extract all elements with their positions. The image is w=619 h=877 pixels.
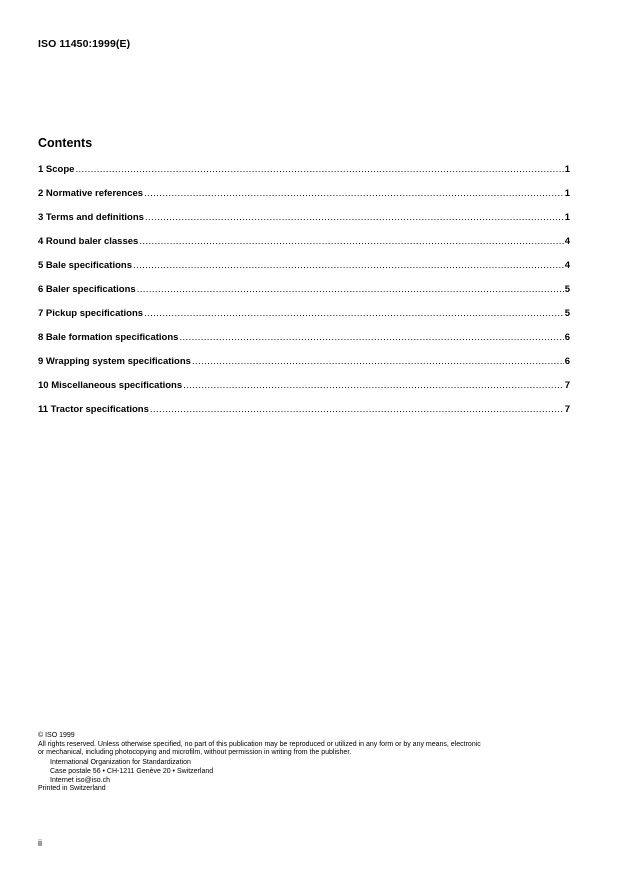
printed-in: Printed in Switzerland <box>38 785 106 793</box>
toc-entry[interactable] <box>38 212 570 236</box>
toc-entry[interactable] <box>38 404 570 428</box>
toc-entry-title: 6 Baler specifications <box>38 284 136 295</box>
toc-leader-dots <box>133 260 564 271</box>
toc-entry-title: 2 Normative references <box>38 188 144 199</box>
toc-entry[interactable] <box>38 164 570 188</box>
toc-entry[interactable] <box>38 380 570 404</box>
toc-entry-title: 4 Round baler classes <box>38 236 139 247</box>
toc-leader-dots <box>144 308 564 319</box>
toc-entry-page: 1 <box>564 164 570 175</box>
table-of-contents <box>38 164 570 428</box>
toc-leader-dots <box>145 212 564 223</box>
toc-entry[interactable] <box>38 260 570 284</box>
toc-entry[interactable] <box>38 308 570 332</box>
toc-leader-dots <box>179 332 563 343</box>
org-address: Case postale 56 • CH-1211 Genève 20 • Switzerland <box>50 767 214 775</box>
page-number: ii <box>38 838 42 848</box>
org-internet: Internet iso@iso.ch <box>50 776 111 784</box>
toc-entry-page: 4 <box>564 260 570 271</box>
toc-entry-title: 3 Terms and definitions <box>38 212 144 223</box>
toc-entry-title: 11 Tractor specifications <box>38 404 149 415</box>
org-name: International Organization for Standardization <box>50 759 191 767</box>
toc-entry-title: 7 Pickup specifications <box>38 308 144 319</box>
toc-leader-dots <box>75 164 563 175</box>
toc-entry[interactable] <box>38 188 570 212</box>
document-header: ISO 11450:1999(E) <box>38 38 131 50</box>
copyright-line: © ISO 1999 <box>38 732 75 739</box>
toc-entry-page: 1 <box>564 188 570 199</box>
copyright-footer <box>38 732 578 794</box>
toc-leader-dots <box>139 236 563 247</box>
toc-entry[interactable] <box>38 356 570 380</box>
toc-entry-title: 1 Scope <box>38 164 75 175</box>
toc-entry-page: 6 <box>564 356 570 367</box>
toc-entry-title: 8 Bale formation specifications <box>38 332 179 343</box>
toc-leader-dots <box>144 188 564 199</box>
toc-entry-page: 5 <box>564 308 570 319</box>
toc-entry-page: 5 <box>564 284 570 295</box>
toc-entry[interactable] <box>38 236 570 260</box>
rights-text-line-2: or mechanical, including photocopying and microfilm, without permission in writing from the publisher. <box>38 749 352 757</box>
toc-leader-dots <box>137 284 564 295</box>
toc-leader-dots <box>150 404 564 415</box>
toc-entry-page: 6 <box>564 332 570 343</box>
rights-text-line-1: All rights reserved. Unless otherwise specified, no part of this publication may be reproduced or utilized in any form or by any means, electronic <box>38 740 481 748</box>
toc-entry[interactable] <box>38 332 570 356</box>
toc-entry-page: 4 <box>564 236 570 247</box>
toc-entry-title: 9 Wrapping system specifications <box>38 356 191 367</box>
toc-entry-page: 1 <box>564 212 570 223</box>
contents-heading: Contents <box>38 136 93 150</box>
toc-entry-page: 7 <box>564 380 570 391</box>
toc-entry-title: 5 Bale specifications <box>38 260 132 271</box>
toc-entry-title: 10 Miscellaneous specifications <box>38 380 183 391</box>
toc-entry[interactable] <box>38 284 570 308</box>
toc-leader-dots <box>183 380 564 391</box>
toc-leader-dots <box>192 356 564 367</box>
toc-entry-page: 7 <box>564 404 570 415</box>
